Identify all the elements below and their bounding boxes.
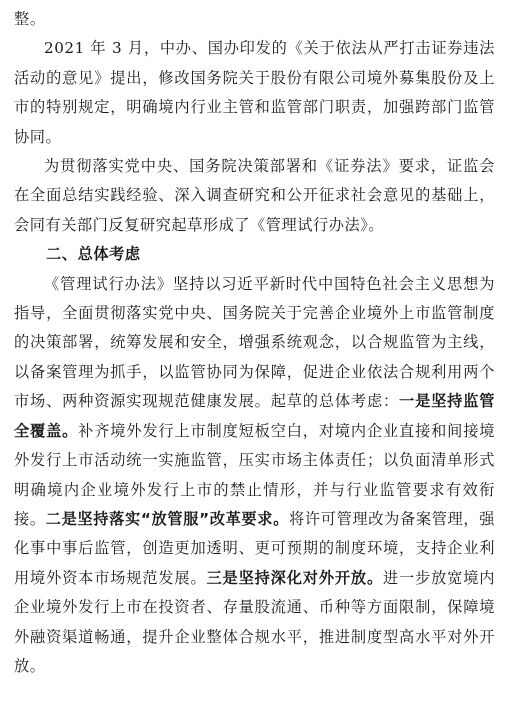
point-two-text: 将许可管理改为备案管理，强化事中事后监管，创造更加透明、更可预期的制度环境，支持企业利用境外资本市场规范发展。 [14,509,495,587]
point-one-text: 补齐境外发行上市制度短板空白，对境内企业直接和间接境外发行上市活动统一实施监管，压实市场主体责任；以负面清单形式明确境内企业境外发行上市的禁止情形，并与行业监管要求有效衔接。 [14,421,495,528]
point-three-text: 进一步放宽境内企业境外发行上市在投资者、存量股流通、币种等方面限制，保障境外融资渠道畅通，提升企业整体合规水平，推进制度型高水平对外开放。 [14,568,495,675]
point-two-title: 二是坚持落实“放管服”改革要求。 [45,509,289,528]
paragraph-drafting-background: 为贯彻落实党中央、国务院决策部署和《证券法》要求，证监会在全面总结实践经验、深入调查研究和公开征求社会意见的基础上，会同有关部门反复研究起草形成了《管理试行办法》。 [14,157,495,234]
section-heading: 二、总体考虑 [46,245,141,264]
overall-intro-text: 《管理试行办法》坚持以习近平新时代中国特色社会主义思想为指导，全面贯彻落实党中央、国务院关于完善企业境外上市监管制度的决策部署，统筹发展和安全，增强系统观念，以合规监管为主线，以备案管理为抓手，以监管协同为保障，促进企业依法合规利用两个市场、两种资源实现规范健康发展。起草的总体考虑： [14,274,495,411]
paragraph-policy-opinion: 2021 年 3 月，中办、国办印发的《关于依法从严打击证券违法活动的意见》提出，修改国务院关于股份有限公司境外募集股份及上市的特别规定，明确境内行业主管和监管部门职责，加强跨部门监管协同。 [14,39,495,146]
point-three-title: 三是坚持深化对外开放。 [206,568,383,587]
paragraph-overall-considerations [0,270,509,682]
continuation-text: 整。 [14,10,46,28]
point-one-title: 一是坚持监管全覆盖。 [14,392,495,440]
